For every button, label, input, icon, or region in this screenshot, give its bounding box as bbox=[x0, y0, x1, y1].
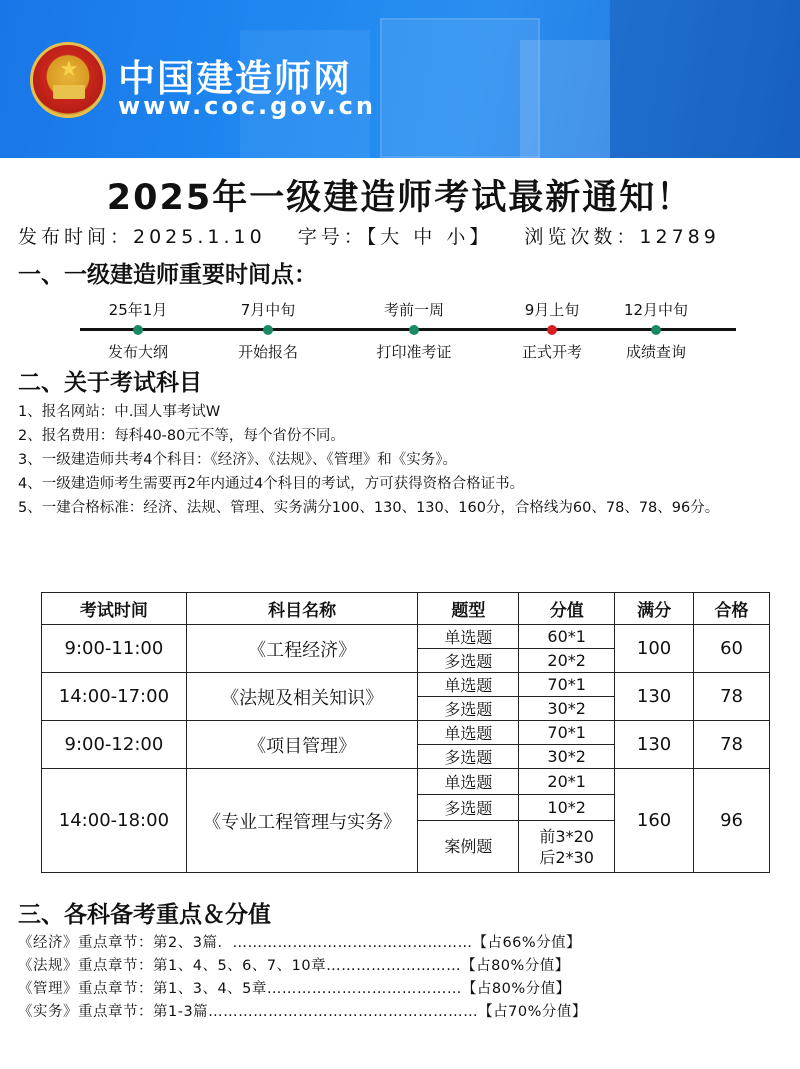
timeline-time: 考前一周 bbox=[383, 301, 444, 319]
list-item: 2、报名费用：每科40-80元不等，每个省份不同。 bbox=[18, 428, 345, 444]
subject-cell: 《项目管理》 bbox=[186, 721, 418, 769]
site-url[interactable]: www.coc.gov.cn bbox=[118, 92, 376, 120]
score-cell: 30*2 bbox=[519, 697, 615, 721]
pass-score-cell: 78 bbox=[694, 673, 770, 721]
pass-score-cell: 96 bbox=[694, 769, 770, 873]
score-cell: 70*1 bbox=[519, 721, 615, 745]
full-score-cell: 100 bbox=[615, 625, 694, 673]
table-row bbox=[42, 721, 770, 745]
column-header: 科目名称 bbox=[186, 593, 418, 625]
score-cell: 60*1 bbox=[519, 625, 615, 649]
subject-cell: 《专业工程管理与实务》 bbox=[186, 769, 418, 873]
timeline-event: 打印准考证 bbox=[376, 343, 452, 361]
timeline-time: 7月中旬 bbox=[240, 301, 296, 319]
question-type-cell: 多选题 bbox=[418, 649, 519, 673]
font-size-switch[interactable]: 字号：【大 中 小】 bbox=[297, 226, 493, 248]
timeline-time: 25年1月 bbox=[108, 301, 168, 319]
full-score-cell: 130 bbox=[615, 721, 694, 769]
score-cell bbox=[519, 821, 615, 873]
list-item: 《经济》重点章节：第2、3篇．…………………………………………【占66%分值】 bbox=[18, 935, 582, 951]
column-header: 合格 bbox=[694, 593, 770, 625]
list-item: 3、一级建造师共考4个科目：《经济》、《法规》、《管理》和《实务》。 bbox=[18, 452, 457, 468]
full-score-cell: 130 bbox=[615, 673, 694, 721]
timeline-dot-highlight bbox=[547, 325, 557, 335]
publish-date: 发布时间：2025.1.10 bbox=[18, 226, 266, 248]
star-icon: ★ bbox=[59, 57, 79, 82]
score-cell: 30*2 bbox=[519, 745, 615, 769]
banner-building-shape bbox=[520, 40, 610, 158]
exam-schedule-table bbox=[41, 592, 770, 873]
timeline-event: 开始报名 bbox=[237, 343, 298, 361]
focus-chapter-list bbox=[18, 932, 587, 1024]
timeline-event: 发布大纲 bbox=[107, 343, 168, 361]
table-row bbox=[42, 769, 770, 795]
table-row bbox=[42, 673, 770, 697]
column-header: 满分 bbox=[615, 593, 694, 625]
timeline-node bbox=[349, 298, 479, 362]
score-cell: 10*2 bbox=[519, 795, 615, 821]
gate-icon bbox=[53, 85, 85, 99]
view-count: 浏览次数：12789 bbox=[524, 226, 720, 248]
exam-time-cell: 14:00-17:00 bbox=[42, 673, 187, 721]
question-type-cell: 单选题 bbox=[418, 769, 519, 795]
subject-info-list bbox=[18, 400, 798, 520]
exam-time-cell: 9:00-11:00 bbox=[42, 625, 187, 673]
exam-time-cell: 14:00-18:00 bbox=[42, 769, 187, 873]
banner-building-shape bbox=[610, 0, 800, 158]
site-name[interactable]: 中国建造师网 bbox=[118, 57, 352, 100]
timeline-node bbox=[591, 298, 721, 362]
list-item: 1、报名网站：中.国人事考试W bbox=[18, 404, 221, 420]
timeline-dot bbox=[651, 325, 661, 335]
column-header: 分值 bbox=[519, 593, 615, 625]
subject-cell: 《工程经济》 bbox=[186, 625, 418, 673]
timeline-dot bbox=[263, 325, 273, 335]
score-cell: 70*1 bbox=[519, 673, 615, 697]
timeline bbox=[80, 298, 740, 362]
subject-cell: 《法规及相关知识》 bbox=[186, 673, 418, 721]
score-cell: 20*2 bbox=[519, 649, 615, 673]
article-title: 2025年一级建造师考试最新通知！ bbox=[106, 178, 694, 218]
question-type-cell: 多选题 bbox=[418, 745, 519, 769]
timeline-node bbox=[203, 298, 333, 362]
table-header-row bbox=[42, 593, 770, 625]
list-item: 《法规》重点章节：第1、4、5、6、7、10章………………………【占80%分值】 bbox=[18, 958, 570, 974]
column-header: 考试时间 bbox=[42, 593, 187, 625]
question-type-cell: 单选题 bbox=[418, 673, 519, 697]
question-type-cell: 案例题 bbox=[418, 821, 519, 873]
national-emblem-icon bbox=[30, 42, 106, 118]
score-line: 后2*30 bbox=[539, 847, 594, 867]
timeline-event: 成绩查询 bbox=[625, 343, 686, 361]
table-row bbox=[42, 625, 770, 649]
timeline-node bbox=[73, 298, 203, 362]
timeline-dot bbox=[133, 325, 143, 335]
banner-building-shape bbox=[380, 18, 540, 158]
section-heading-timeline: 一、一级建造师重要时间点： bbox=[18, 262, 317, 288]
exam-time-cell: 9:00-12:00 bbox=[42, 721, 187, 769]
score-cell: 20*1 bbox=[519, 769, 615, 795]
list-item: 5、一建合格标准：经济、法规、管理、实务满分100、130、130、160分，合格线为60、78、78、96分。 bbox=[18, 500, 720, 516]
question-type-cell: 单选题 bbox=[418, 625, 519, 649]
full-score-cell: 160 bbox=[615, 769, 694, 873]
section-heading-subjects: 二、关于考试科目 bbox=[18, 370, 202, 396]
score-line: 前3*20 bbox=[539, 826, 594, 846]
question-type-cell: 多选题 bbox=[418, 697, 519, 721]
pass-score-cell: 78 bbox=[694, 721, 770, 769]
question-type-cell: 单选题 bbox=[418, 721, 519, 745]
list-item: 4、一级建造师考生需要再2年内通过4个科目的考试，方可获得资格合格证书。 bbox=[18, 476, 525, 492]
question-type-cell: 多选题 bbox=[418, 795, 519, 821]
list-item: 《管理》重点章节：第1、3、4、5章…………………………………【占80%分值】 bbox=[18, 981, 571, 997]
list-item: 《实务》重点章节：第1-3篇………………………………………………【占70%分值】 bbox=[18, 1004, 587, 1020]
timeline-time: 9月上旬 bbox=[524, 301, 580, 319]
pass-score-cell: 60 bbox=[694, 625, 770, 673]
site-banner bbox=[0, 0, 800, 158]
article-meta bbox=[18, 222, 742, 249]
timeline-dot bbox=[409, 325, 419, 335]
timeline-time: 12月中旬 bbox=[623, 301, 689, 319]
section-heading-focus: 三、各科备考重点＆分值 bbox=[18, 902, 271, 928]
column-header: 题型 bbox=[418, 593, 519, 625]
timeline-event: 正式开考 bbox=[521, 343, 582, 361]
